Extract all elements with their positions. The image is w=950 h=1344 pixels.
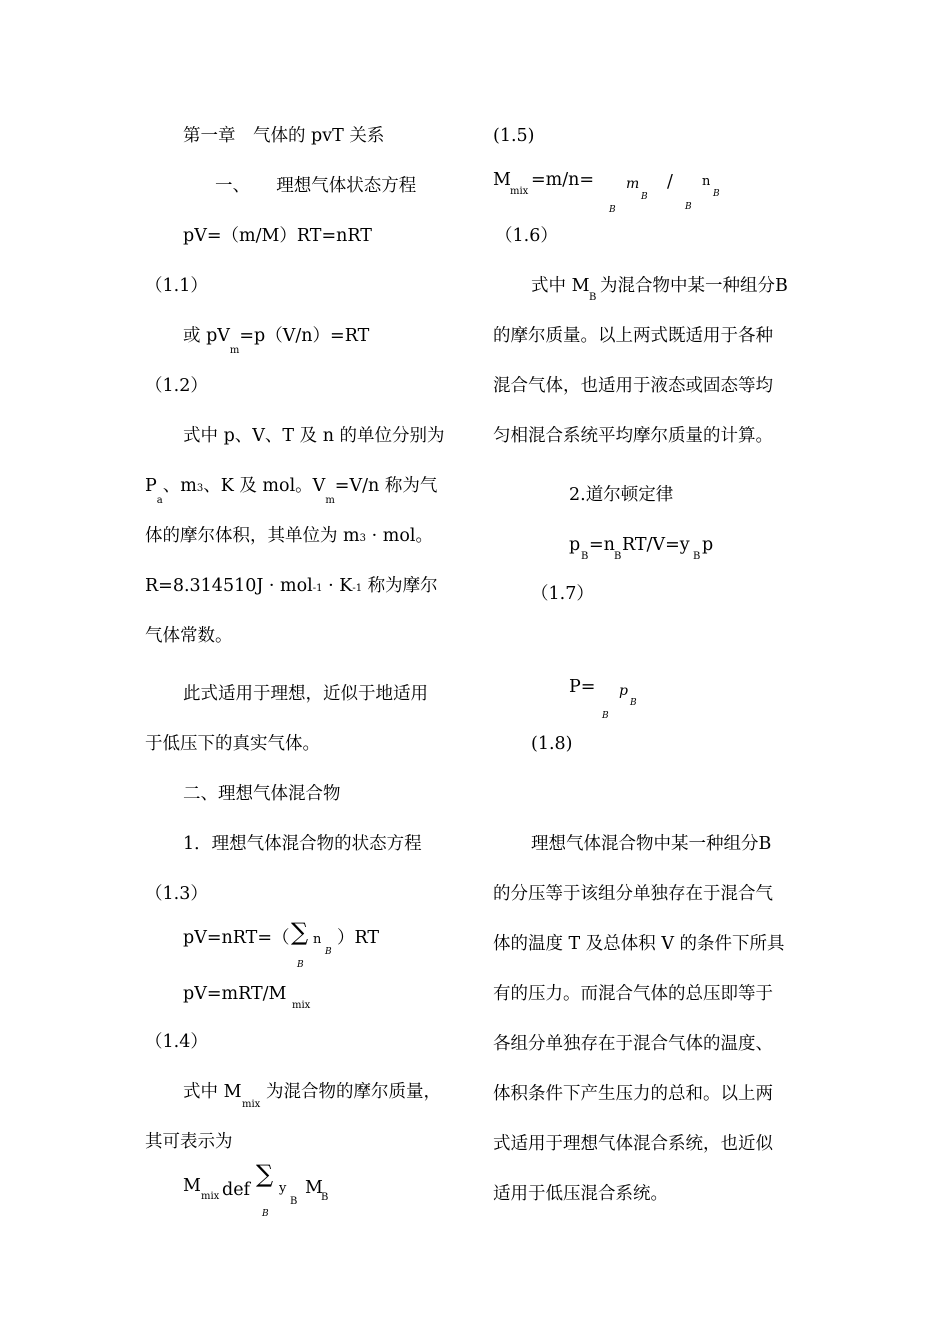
text: 为混合物中某一种组分B: [600, 276, 788, 296]
eq-text: =n: [589, 535, 615, 555]
subscript: mix: [292, 1000, 311, 1011]
text: 、m: [162, 476, 197, 496]
sigma-subscript: B: [262, 1209, 269, 1219]
paragraph-partial-pressure-line-4: 有的压力。而混合气体的总压即等于: [493, 984, 773, 1004]
subscript: mix: [242, 1099, 261, 1110]
subscript: m: [325, 495, 335, 506]
equation-number-1-5: (1.5): [493, 126, 535, 146]
equation-number-1-6: （1.6）: [495, 226, 558, 246]
subscript: B: [693, 551, 701, 562]
variable-M: M: [183, 1176, 201, 1196]
sigma-subscript: B: [297, 960, 304, 970]
paragraph-mb-line-3: 混合气体，也适用于液态或固态等均: [493, 376, 773, 396]
eq-text: pV=nRT=（: [183, 928, 290, 948]
text: 式中 M: [531, 276, 590, 296]
superscript: 3: [359, 533, 367, 544]
subscript: B: [713, 189, 720, 199]
equation-number-1-4: （1.4）: [145, 1032, 208, 1052]
chapter-title: 第一章 气体的 pvT 关系: [183, 126, 385, 146]
variable-y: y: [279, 1181, 287, 1196]
sigma-subscript: B: [602, 711, 609, 721]
text: 体的摩尔体积，其单位为 m: [145, 526, 360, 546]
eq-text: =p（V/n）=RT: [239, 326, 370, 346]
eq-text: p: [702, 535, 714, 555]
subscript: B: [614, 551, 622, 562]
def-label: def: [222, 1180, 251, 1200]
eq-text: p: [569, 535, 581, 555]
text: P: [145, 476, 157, 496]
sigma-subscript: B: [609, 205, 616, 215]
equation-number-1-1: （1.1）: [145, 276, 208, 296]
paragraph-partial-pressure-line-6: 体积条件下产生压力的总和。以上两: [493, 1084, 773, 1104]
eq-text: P=: [569, 677, 596, 697]
section-heading-ideal-gas-equation: 一、 理想气体状态方程: [215, 176, 417, 196]
text: R=8.314510J · mol: [145, 576, 313, 596]
equation-1-1: pV=（m/M）RT=nRT: [183, 226, 372, 246]
subscript: mix: [201, 1191, 220, 1202]
paragraph-units-line-4: [145, 575, 438, 600]
text: · mol。: [371, 526, 433, 546]
variable-m: m: [626, 176, 640, 192]
text: =V/n 称为气: [334, 476, 438, 496]
paragraph-units-line-2: [145, 475, 438, 506]
subscript: mix: [510, 186, 529, 197]
paragraph-partial-pressure-line-2: 的分压等于该组分单独存在于混合气: [493, 884, 773, 904]
section-heading-ideal-gas-mixture: 二、理想气体混合物: [183, 784, 341, 804]
equation-number-1-7: （1.7）: [531, 584, 594, 604]
variable-M: M: [493, 170, 511, 190]
superscript: 3: [196, 483, 204, 494]
eq-text: pV=mRT/M: [183, 984, 287, 1004]
text: · K: [328, 576, 353, 596]
variable-n: n: [313, 932, 322, 947]
eq-text: RT/V=y: [622, 535, 690, 555]
text: 称为摩尔: [367, 576, 438, 596]
paragraph-applicability-line-1: 此式适用于理想，近似于地适用: [183, 684, 428, 704]
paragraph-molar-mass-line-2: 其可表示为: [145, 1132, 233, 1152]
subscript: B: [290, 1196, 298, 1207]
text: 、K 及 mol。V: [203, 476, 326, 496]
eq-text: =m/n=: [531, 170, 595, 190]
variable-p: p: [619, 683, 628, 699]
paragraph-units-line-1: 式中 p、V、T 及 n 的单位分别为: [183, 426, 445, 446]
subscript: m: [229, 345, 240, 356]
variable-M: M: [305, 1178, 323, 1198]
superscript: -1: [352, 583, 363, 594]
paragraph-units-line-5: 气体常数。: [145, 626, 233, 646]
subscript: a: [156, 495, 163, 506]
slash: /: [667, 172, 673, 192]
subscript: B: [325, 947, 332, 957]
eq-text: 或 pV: [183, 326, 230, 346]
paragraph-partial-pressure-line-5: 各组分单独存在于混合气体的温度、: [493, 1034, 773, 1054]
equation-number-1-2: （1.2）: [145, 376, 208, 396]
subscript: B: [581, 551, 589, 562]
subscript: B: [641, 192, 648, 202]
equation-number-1-8: (1.8): [531, 734, 573, 754]
paragraph-mb-line-4: 匀相混合系统平均摩尔质量的计算。: [493, 426, 773, 446]
sigma-symbol: ∑: [291, 918, 309, 946]
text: 式中 M: [183, 1082, 242, 1102]
sigma-symbol: ∑: [256, 1160, 274, 1188]
paragraph-partial-pressure-line-7: 式适用于理想气体混合系统，也近似: [493, 1134, 773, 1154]
subscript: B: [630, 698, 637, 708]
paragraph-applicability-line-2: 于低压下的真实气体。: [145, 734, 320, 754]
paragraph-partial-pressure-line-1: 理想气体混合物中某一种组分B: [531, 834, 772, 854]
equation-number-1-3: （1.3）: [145, 884, 208, 904]
sigma-subscript: B: [685, 202, 692, 212]
paragraph-partial-pressure-line-8: 适用于低压混合系统。: [493, 1184, 668, 1204]
equation-1-2: [183, 325, 370, 356]
paragraph-partial-pressure-line-3: 体的温度 T 及总体积 V 的条件下所具: [493, 934, 785, 954]
text: 为混合物的摩尔质量，: [266, 1082, 441, 1102]
subsection-heading-mixture-equation: 1．理想气体混合物的状态方程: [183, 834, 422, 854]
paragraph-mb-line-2: 的摩尔质量。以上两式既适用于各种: [493, 326, 773, 346]
superscript: -1: [312, 583, 323, 594]
eq-text: ）RT: [337, 928, 380, 948]
paragraph-units-line-3: [145, 525, 433, 550]
subscript: B: [321, 1192, 329, 1203]
subscript: B: [589, 292, 597, 303]
subsection-heading-dalton-law: 2.道尔顿定律: [569, 485, 674, 505]
variable-n: n: [702, 174, 711, 189]
